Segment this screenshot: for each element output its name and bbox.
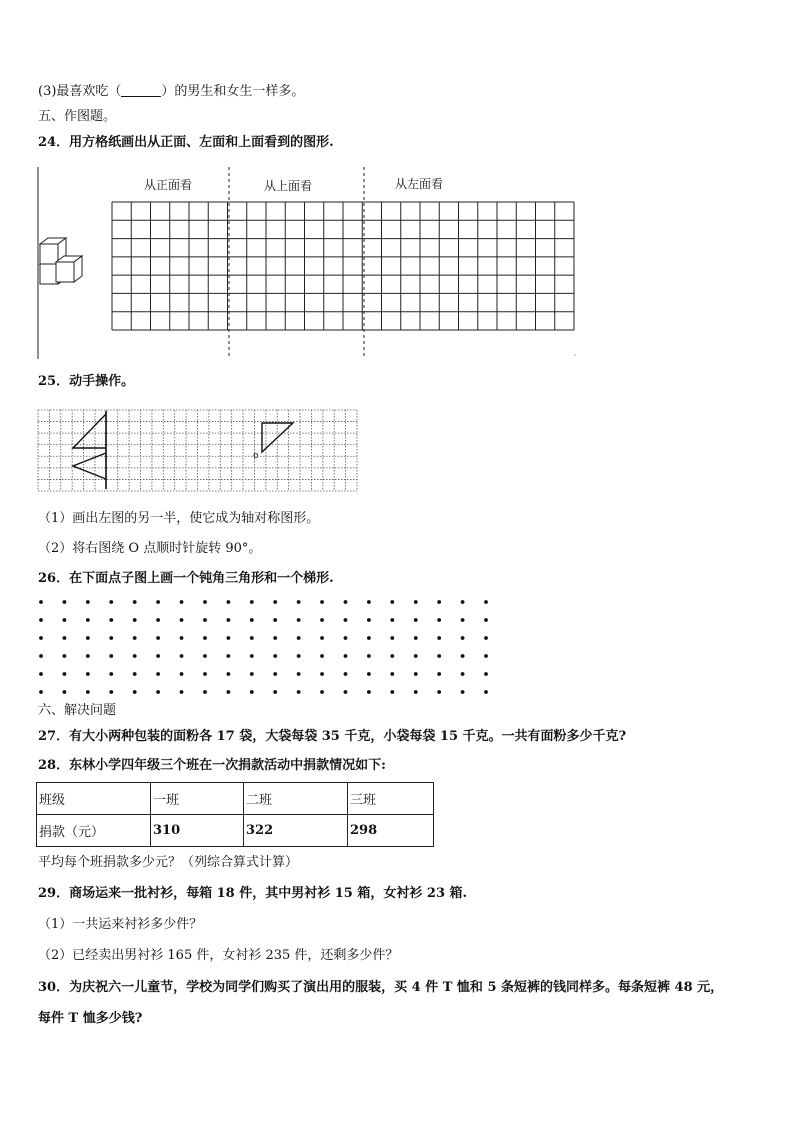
- table-cell: 一班: [151, 783, 244, 815]
- section-6-heading: 六、解决问题: [38, 703, 117, 718]
- q23-3-line: [38, 84, 304, 100]
- right-triangle-shape: [262, 423, 293, 452]
- q23-3-prefix: (3)最喜欢吃（: [38, 84, 122, 99]
- table-cell: 322: [244, 815, 348, 847]
- q23-3-suffix: ）的男生和女生一样多。: [161, 84, 305, 99]
- section-5-heading: 五、作图题。: [38, 109, 117, 124]
- q26-text: 26．在下面点子图上画一个钝角三角形和一个梯形.: [38, 571, 334, 586]
- q30-line2: 每件 T 恤多少钱?: [38, 1011, 143, 1026]
- q25-sub1: （1）画出左图的另一半，使它成为轴对称图形。: [38, 511, 320, 526]
- q28-text: 28．东林小学四年级三个班在一次捐款活动中捐款情况如下:: [38, 758, 386, 773]
- table-row: [37, 783, 434, 815]
- label-top-view: 从上面看: [264, 179, 313, 193]
- left-half-shape-upper: [73, 414, 106, 448]
- q25-dotted-grid: [38, 410, 357, 491]
- q29-text: 29．商场运来一批衬衫，每箱 18 件，其中男衬衫 15 箱，女衬衫 23 箱.: [38, 886, 468, 901]
- table-cell: 310: [151, 815, 244, 847]
- cube-stack-icon: [40, 238, 82, 284]
- q28-question: 平均每个班捐款多少元？（列综合算式计算）: [38, 855, 299, 870]
- table-cell: 班级: [37, 783, 151, 815]
- label-front-view: 从正面看: [144, 178, 193, 192]
- q27-text: 27．有大小两种包装的面粉各 17 袋，大袋每袋 35 千克，小袋每袋 15 千克。一共有面粉多少千克?: [38, 729, 627, 744]
- q29-sub2: （2）已经卖出男衬衫 165 件，女衬衫 235 件，还剩多少件？: [38, 948, 399, 963]
- q28-donation-table: [36, 782, 434, 847]
- table-cell: 三班: [348, 783, 434, 815]
- table-cell: 298: [348, 815, 434, 847]
- q24-text: 24．用方格纸画出从正面、左面和上面看到的图形.: [38, 135, 334, 150]
- label-left-view: 从左面看: [395, 177, 444, 191]
- q24-grid: [112, 202, 574, 330]
- q29-sub1: （1）一共运来衬衫多少件？: [38, 917, 203, 932]
- table-cell: 二班: [244, 783, 348, 815]
- table-cell: 捐款（元）: [37, 815, 151, 847]
- q25-sub2: （2）将右图绕 O 点顺时针旋转 90°。: [38, 541, 262, 556]
- answer-blank[interactable]: [121, 84, 161, 97]
- q25-text: 25．动手操作。: [38, 374, 135, 389]
- table-row: [37, 815, 434, 847]
- point-o-label: o: [253, 451, 259, 461]
- q30-line1: 30．为庆祝六一儿童节，学校为同学们购买了演出用的服装，买 4 件 T 恤和 5 条短裤的钱同样多。每条短裤 48 元，: [38, 980, 724, 995]
- left-half-shape-lower: [73, 453, 106, 479]
